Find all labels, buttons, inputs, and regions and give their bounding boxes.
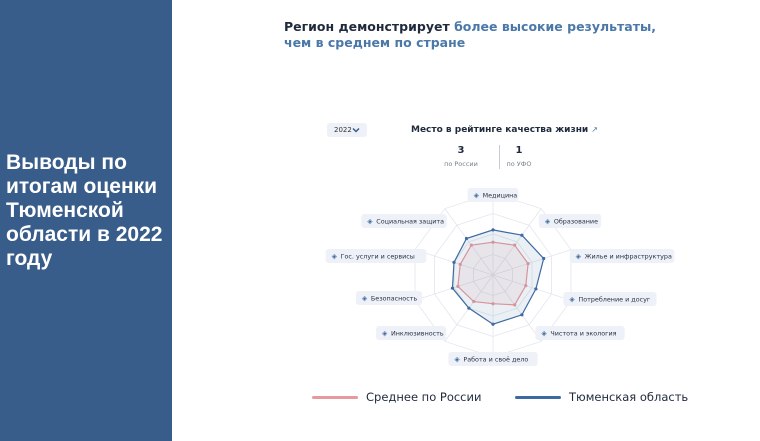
axis-label: Медицина xyxy=(482,191,518,200)
legend-label-russia: Среднее по России xyxy=(366,390,482,404)
axis-label: Жилье и инфраструктура xyxy=(584,252,672,261)
wheelchair-icon: ◈ xyxy=(381,329,388,338)
rank-ufo-label: по УФО xyxy=(506,160,532,168)
radar-point-tyumen xyxy=(491,228,494,231)
axis-label: Социальная защита xyxy=(376,217,445,226)
radar-point-tyumen xyxy=(534,287,537,290)
services-icon: ◈ xyxy=(331,252,337,261)
rank-russia xyxy=(436,145,486,168)
axis-label: Работа и своё дело xyxy=(463,355,529,364)
chevron-down-icon xyxy=(350,124,362,136)
truck-icon: ◈ xyxy=(541,329,547,338)
radar-point-tyumen xyxy=(467,307,470,310)
headline-part1: Регион демонстрирует xyxy=(284,19,455,34)
shopping-icon: ◈ xyxy=(569,295,575,304)
axis-label: Потребление и досуг xyxy=(578,295,651,304)
radar-series-tyumen xyxy=(452,230,543,324)
sidebar-panel xyxy=(0,0,172,441)
radar-point-tyumen xyxy=(465,237,468,240)
globe-icon: ◈ xyxy=(367,217,373,226)
heart-icon: ◈ xyxy=(473,191,479,200)
rank-ufo-value: 1 xyxy=(515,145,523,156)
headline xyxy=(284,19,656,51)
shield-icon: ◈ xyxy=(361,294,368,303)
radar-point-tyumen xyxy=(520,234,523,237)
axis-label: Инклюзивность xyxy=(390,329,444,338)
axis-label: Образование xyxy=(553,217,599,226)
legend-item-russia xyxy=(312,389,481,405)
legend-swatch-russia xyxy=(312,396,358,399)
year-select-value: 2022 xyxy=(334,126,352,134)
rank-russia-label: по России xyxy=(444,160,478,168)
radar-point-tyumen xyxy=(491,323,494,326)
graduation-cap-icon: ◈ xyxy=(544,217,551,226)
rating-title[interactable]: Место в рейтинге качества жизни ↗ xyxy=(411,125,598,135)
radar-point-tyumen xyxy=(451,287,454,290)
radar-point-tyumen xyxy=(520,313,523,316)
slide-title: Выводы по итогам оценки Тюменской области в 2022 году xyxy=(6,151,163,270)
axis-label: Гос. услуги и сервисы xyxy=(340,252,415,261)
legend-label-tyumen: Тюменская область xyxy=(569,390,689,404)
year-select[interactable] xyxy=(327,123,367,137)
headline-part3: чем в среднем по стране xyxy=(284,35,466,50)
legend-swatch-tyumen xyxy=(515,396,561,399)
radar-point-tyumen xyxy=(542,257,545,260)
external-link-icon: ↗ xyxy=(591,125,598,134)
rank-russia-value: 3 xyxy=(457,145,465,156)
legend-item-tyumen xyxy=(515,389,688,405)
axis-label: Чистота и экология xyxy=(550,329,617,338)
briefcase-icon: ◈ xyxy=(454,355,460,364)
rank-ufo xyxy=(494,145,544,168)
axis-label: Безопасность xyxy=(370,294,418,303)
building-icon: ◈ xyxy=(575,252,582,261)
radar-point-tyumen xyxy=(452,261,455,264)
radar-chart xyxy=(300,180,700,370)
headline-part2: более высокие результаты, xyxy=(454,19,656,34)
